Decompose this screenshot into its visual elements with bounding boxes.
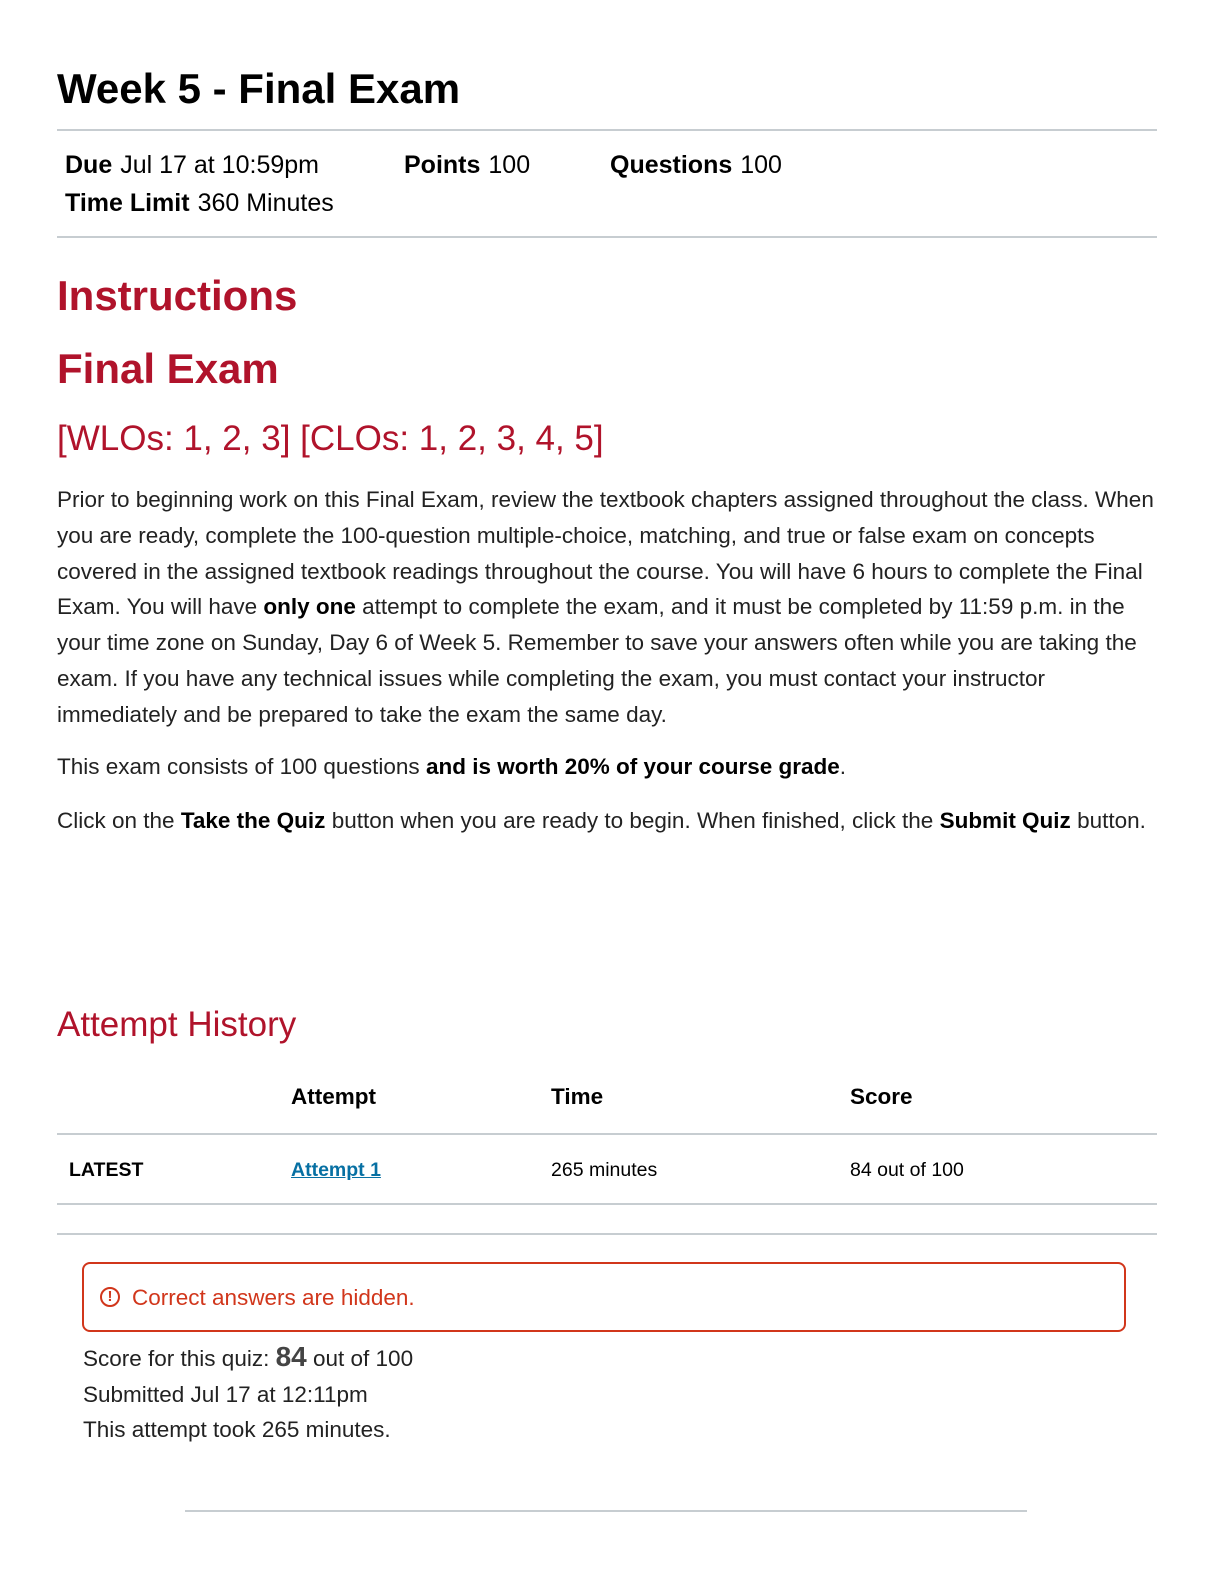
questions-label: Questions [610,151,733,179]
attempt-1-link[interactable]: Attempt 1 [291,1159,381,1181]
instructions-paragraph-2 [57,749,1157,785]
attempt-duration: This attempt took 265 minutes. [83,1417,391,1442]
submitted-time: Submitted Jul 17 at 12:11pm [83,1382,368,1407]
instructions-paragraph-1 [57,482,1157,733]
due-date [65,150,319,180]
learning-outcomes: [WLOs: 1, 2, 3] [CLOs: 1, 2, 3, 4, 5] [57,419,604,458]
score-value: 84 [275,1341,307,1372]
instructions-paragraph-3 [57,803,1157,839]
take-quiz-label: Take the Quiz [180,808,326,833]
column-header-attempt: Attempt [291,1084,376,1109]
due-label: Due [65,151,113,179]
p2-text-b: . [839,754,847,779]
submit-quiz-label: Submit Quiz [939,808,1071,833]
column-header-score: Score [850,1084,913,1109]
quiz-score [83,1342,413,1374]
meta-divider [57,236,1157,238]
p2-text-a: This exam consists of 100 questions [57,754,426,779]
points-value: 100 [488,151,531,179]
footer-divider [185,1510,1027,1512]
alert-circle-icon: ! [100,1287,120,1307]
score-suffix: out of 100 [306,1346,414,1371]
questions-value: 100 [740,151,782,179]
attempt-score: 84 out of 100 [850,1159,964,1181]
column-header-time: Time [551,1084,604,1109]
final-exam-heading: Final Exam [57,345,279,392]
questions-count [610,150,782,180]
time-limit [65,188,334,218]
attempt-history-heading: Attempt History [57,1005,297,1044]
table-header-divider [57,1133,1157,1135]
alert-text: Correct answers are hidden. [132,1285,415,1310]
instructions-heading: Instructions [57,272,298,319]
score-prefix: Score for this quiz: [83,1346,276,1371]
time-limit-value: 360 Minutes [197,189,334,217]
table-row-divider [57,1203,1157,1205]
header-divider [57,129,1157,131]
due-value: Jul 17 at 10:59pm [120,151,319,179]
section-divider [57,1233,1157,1235]
p3-text-c: button. [1070,808,1146,833]
attempt-time: 265 minutes [551,1159,658,1181]
answers-hidden-alert [82,1262,1126,1332]
p2-emphasis: and is worth 20% of your course grade [425,754,840,779]
p1-text-a: Prior to beginning work on this Final Exam, review the textbook chapters assigned throughout the class. When you are ready, complete the 100-question multiple-choice, matching, and true or false exam on concepts covered in the assigned textbook readings throughout the course. You will have 6 hours to complete the Final Exam. You will have [57,487,1154,620]
points [404,150,530,180]
time-limit-label: Time Limit [65,189,190,217]
p3-text-a: Click on the [57,808,181,833]
p3-text-b: button when you are ready to begin. When finished, click the [325,808,940,833]
p1-text-b: attempt to complete the exam, and it must be completed by 11:59 p.m. in the your time zone on Sunday, Day 6 of Week 5. Remember to save your answers often while you are taking the exam. If you have any technical issues while completing the exam, you must contact your instructor immediately and be prepared to take the exam the same day. [57,594,1137,727]
points-label: Points [404,151,481,179]
quiz-title: Week 5 - Final Exam [57,65,461,112]
p1-emphasis: only one [263,594,356,620]
attempt-cell [291,1157,381,1183]
latest-badge: LATEST [69,1159,144,1181]
